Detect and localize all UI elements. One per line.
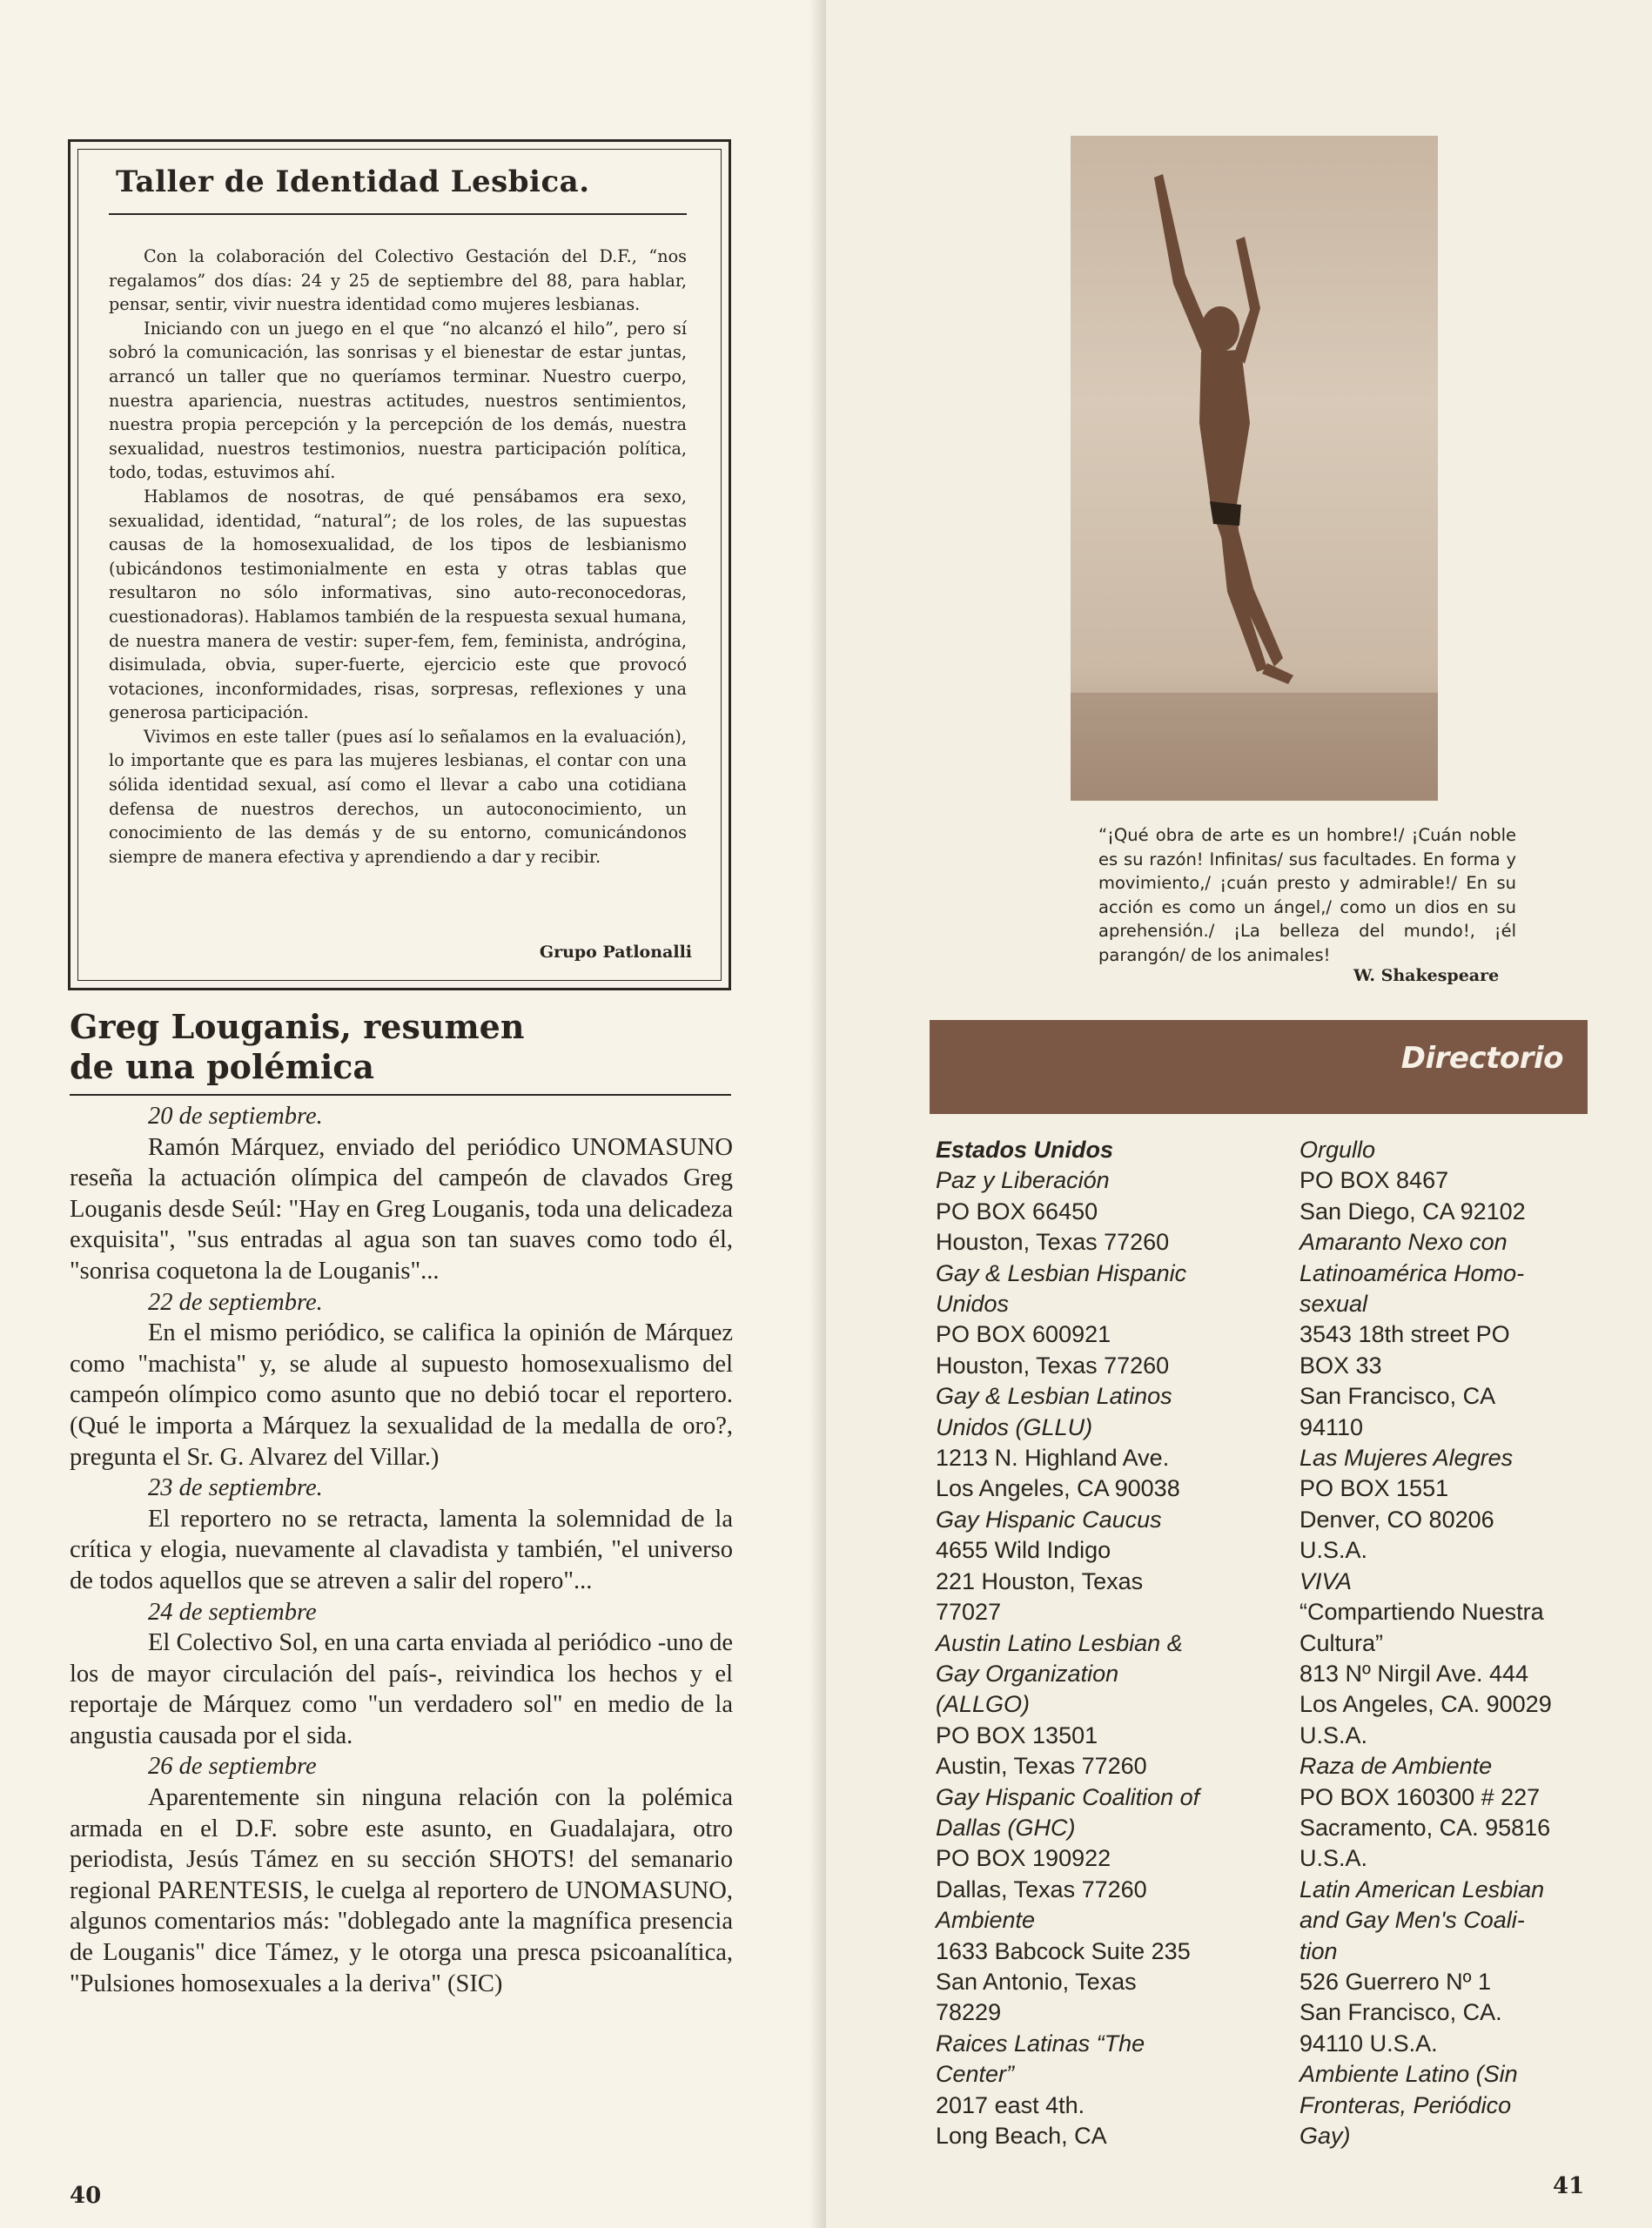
directory-address-line: San Francisco, CA [1299, 1383, 1496, 1410]
article-date: 22 de septiembre. [148, 1288, 323, 1316]
directory-address-line: PO BOX 1551 [1299, 1475, 1449, 1502]
directory-address-line: Austin, Texas 77260 [936, 1753, 1147, 1780]
directory-address-line: BOX 33 [1299, 1352, 1382, 1379]
box-article-title: Taller de Identidad Lesbica. [116, 164, 590, 199]
directory-address-line: 221 Houston, Texas [936, 1567, 1144, 1594]
directory-org-name: Latinoamérica Homo- [1299, 1259, 1525, 1286]
article-paragraph: Ramón Márquez, enviado del periódico UNOMASUNO reseña la actuación olímpica del campeón de clavados Greg Louganis desde Seúl: "Hay en Greg Louganis, toda una delicadeza exquisita", "sus entradas al agua son tan suaves como todo él, "sonrisa coquetona la de Louganis"... [70, 1133, 733, 1285]
directory-org-name: Gay & Lesbian Hispanic [936, 1259, 1187, 1286]
directory-address-line: 3543 18th street PO [1299, 1321, 1510, 1348]
directory-address-line: PO BOX 600921 [936, 1321, 1111, 1348]
directory-org-name: Gay & Lesbian Latinos [936, 1383, 1172, 1410]
directory-banner [930, 1020, 1588, 1114]
diver-photo [1071, 136, 1438, 801]
directory-address-line: Houston, Texas 77260 [936, 1352, 1170, 1379]
directory-org-name: Center” [936, 2061, 1015, 2088]
directory-org-name: Estados Unidos [936, 1137, 1114, 1163]
directory-address-line: PO BOX 190922 [936, 1845, 1111, 1872]
directory-address-line: Sacramento, CA. 95816 [1299, 1814, 1551, 1841]
directory-address-line: U.S.A. [1299, 1537, 1368, 1564]
box-paragraph: Iniciando con un juego en el que “no alcanzó el hilo”, pero sí sobró la comunicación, las sonrisas y el bienestar de estar juntas, arrancó un taller que no queríamos terminar. Nuestro cuerpo, nuestra apariencia, nuestras actitudes, nuestros sentimientos, nuestra propia percepción y la percepción de los demás, nuestra sexualidad, nuestros testimonios, nuestra participación política, todo, todas, estuvimos ahí. [109, 318, 687, 483]
article-paragraph: En el mismo periódico, se califica la opinión de Márquez como "machista" y, se alude al supuesto homosexualismo del campeón olímpico como asunto que no debió tocar el reportero. (Qué le importa a Márquez la sexualidad de la medalla de oro?, pregunta el Sr. G. Alvarez del Villar.) [70, 1319, 733, 1471]
article-date: 23 de septiembre. [148, 1474, 323, 1502]
directory-org-name: Las Mujeres Alegres [1299, 1445, 1514, 1472]
directory-column-2 [1299, 1135, 1587, 2151]
directory-address-line: U.S.A. [1299, 1721, 1368, 1748]
directory-address-line: PO BOX 66450 [936, 1198, 1098, 1225]
directory-address-line: Dallas, Texas 77260 [936, 1876, 1147, 1903]
directory-org-name: Ambiente Latino (Sin [1299, 2061, 1518, 2088]
directory-org-name: Dallas (GHC) [936, 1814, 1076, 1841]
directory-address-line: 94110 U.S.A. [1299, 2030, 1438, 2057]
directory-address-line: 813 Nº Nirgil Ave. 444 [1299, 1660, 1529, 1687]
box-paragraph: Vivimos en este taller (pues así lo señalamos en la evaluación), lo importante que es para las mujeres lesbianas, el contar con una sólida identidad sexual, así como el llevar a cabo una cotidiana defensa de nuestros derechos, un autoconocimiento, un conocimiento de las demás y de su entorno, comunicándonos siempre de manera efectiva y aprendiendo a dar y recibir. [109, 726, 687, 867]
article-date: 20 de septiembre. [148, 1103, 323, 1130]
article-title [70, 1007, 557, 1087]
box-paragraph: Con la colaboración del Colectivo Gestación del D.F., “nos regalamos” dos días: 24 y 25 de septiembre del 88, para hablar, pensar, sentir, vivir nuestra identidad como mujeres lesbianas. [109, 246, 687, 315]
directory-address-line: PO BOX 160300 # 227 [1299, 1783, 1541, 1810]
directory-address-line: 94110 [1299, 1413, 1364, 1440]
directory-org-name: Latin American Lesbian [1299, 1876, 1545, 1903]
directory-address-line: Long Beach, CA [936, 2123, 1107, 2149]
page-number: 41 [1553, 2173, 1585, 2199]
box-paragraph: Hablamos de nosotras, de qué pensábamos era sexo, sexualidad, identidad, “natural”; de los roles, de las supuestas causas de la homosexualidad, de los tipos de lesbianismo (ubicándonos testimonialmente en esta y otras tablas que resultaron no sólo informativas, sino auto-reconocedoras, cuestionadoras). Hablamos también de la respuesta sexual humana, de nuestra manera de vestir: super-fem, fem, feminista, andrógina, disimulada, obvia, super-fuerte, ejercicio este que provocó votaciones, inconformidades, risas, sorpresas, reflexiones y una generosa participación. [109, 486, 687, 723]
directory-org-name: Unidos (GLLU) [936, 1413, 1093, 1440]
directory-address-line: PO BOX 8467 [1299, 1167, 1449, 1194]
article-body [70, 1101, 733, 1999]
directory-address-line: San Antonio, Texas [936, 1968, 1137, 1995]
article-paragraph: El reportero no se retracta, lamenta la solemnidad de la crítica y elogia, nuevamente al clavadista y también, "el universo de todos aquellos que se atreven a salir del ropero"... [70, 1505, 733, 1594]
box-article-body [109, 245, 687, 869]
title-divider [109, 213, 687, 215]
directory-address-line: “Compartiendo Nuestra [1299, 1599, 1544, 1626]
directory-address-line: San Diego, CA 92102 [1299, 1198, 1526, 1225]
directory-address-line: Cultura” [1299, 1629, 1384, 1656]
directory-address-line: 4655 Wild Indigo [936, 1537, 1111, 1564]
boxed-article [68, 139, 731, 990]
article-paragraph: El Colectivo Sol, en una carta enviada al periódico -uno de los de mayor circulación del país-, reivindica los hechos y el reportaje de Márquez como "un verdadero sol" en medio de la angustia causada por el sida. [70, 1629, 733, 1749]
directory-address-line: 526 Guerrero Nº 1 [1299, 1968, 1491, 1995]
article-divider [70, 1094, 731, 1096]
directory-title: Directorio [1400, 1041, 1563, 1076]
article-date: 26 de septiembre [148, 1753, 317, 1781]
directory-address-line: 77027 [936, 1599, 1002, 1626]
directory-address-line: 2017 east 4th. [936, 2091, 1085, 2118]
directory-org-name: Paz y Liberación [936, 1167, 1110, 1194]
directory-org-name: Gay) [1299, 2123, 1351, 2149]
directory-address-line: Denver, CO 80206 [1299, 1506, 1494, 1533]
article-title-line: Greg Louganis, resumen [70, 1007, 525, 1046]
directory-address-line: Los Angeles, CA 90038 [936, 1475, 1180, 1502]
directory-org-name: Ambiente [936, 1907, 1036, 1934]
directory-org-name: sexual [1299, 1291, 1368, 1318]
directory-address-line: San Francisco, CA. [1299, 1999, 1502, 2026]
directory-org-name: Fronteras, Periódico [1299, 2091, 1512, 2118]
box-article-signature: Grupo Patlonalli [539, 943, 692, 962]
article-paragraph: Aparentemente sin ninguna relación con la polémica armada en el D.F. sobre este asunto, en Guadalajara, otro periodista, Jesús Támez en su sección SHOTS! del semanario regional PARENTESIS, le cuelga al reportero de UNOMASUNO, algunos comentarios más: "doblegado ante la magnífica presencia de Louganis" dice Támez, y le otorga una presca psicoanalítica, "Pulsiones homosexuales a la deriva" (SIC) [70, 1784, 733, 1997]
directory-org-name: Gay Hispanic Caucus [936, 1506, 1162, 1533]
directory-org-name: Amaranto Nexo con [1299, 1229, 1508, 1256]
directory-org-name: Austin Latino Lesbian & [936, 1629, 1183, 1656]
directory-column-1 [936, 1135, 1284, 2151]
directory-address-line: Los Angeles, CA. 90029 [1299, 1691, 1552, 1718]
directory-address-line: U.S.A. [1299, 1845, 1368, 1872]
shakespeare-quote: “¡Qué obra de arte es un hombre!/ ¡Cuán noble es su razón! Infinitas/ sus facultades. En forma y movimiento,/ ¡cuán presto y admirable!/ En su acción es como un ángel,/ como un dios en su aprehensión./ ¡La belleza del mundo!, ¡él parangón/ de los animales! [1098, 825, 1516, 965]
article-title-line: de una polémica [70, 1047, 375, 1086]
directory-org-name: Raza de Ambiente [1299, 1753, 1493, 1780]
directory-address-line: 78229 [936, 1999, 1002, 2026]
directory-org-name: Gay Hispanic Coalition of [936, 1783, 1200, 1810]
directory-address-line: 1633 Babcock Suite 235 [936, 1937, 1191, 1964]
directory-address-line: PO BOX 13501 [936, 1721, 1098, 1748]
directory-org-name: Orgullo [1299, 1137, 1376, 1163]
directory-org-name: and Gay Men's Coali- [1299, 1907, 1525, 1934]
directory-org-name: tion [1299, 1937, 1338, 1964]
directory-org-name: Unidos [936, 1291, 1010, 1318]
page-number: 40 [70, 2183, 102, 2209]
directory-org-name: Gay Organization [936, 1660, 1119, 1687]
directory-org-name: (ALLGO) [936, 1691, 1031, 1718]
directory-address-line: Houston, Texas 77260 [936, 1229, 1170, 1256]
quote-author: W. Shakespeare [1353, 966, 1500, 985]
directory-org-name: VIVA [1299, 1567, 1353, 1594]
article-date: 24 de septiembre [148, 1598, 317, 1626]
diver-illustration [1071, 136, 1438, 801]
directory-address-line: 1213 N. Highland Ave. [936, 1445, 1170, 1472]
directory-org-name: Raices Latinas “The [936, 2030, 1145, 2057]
